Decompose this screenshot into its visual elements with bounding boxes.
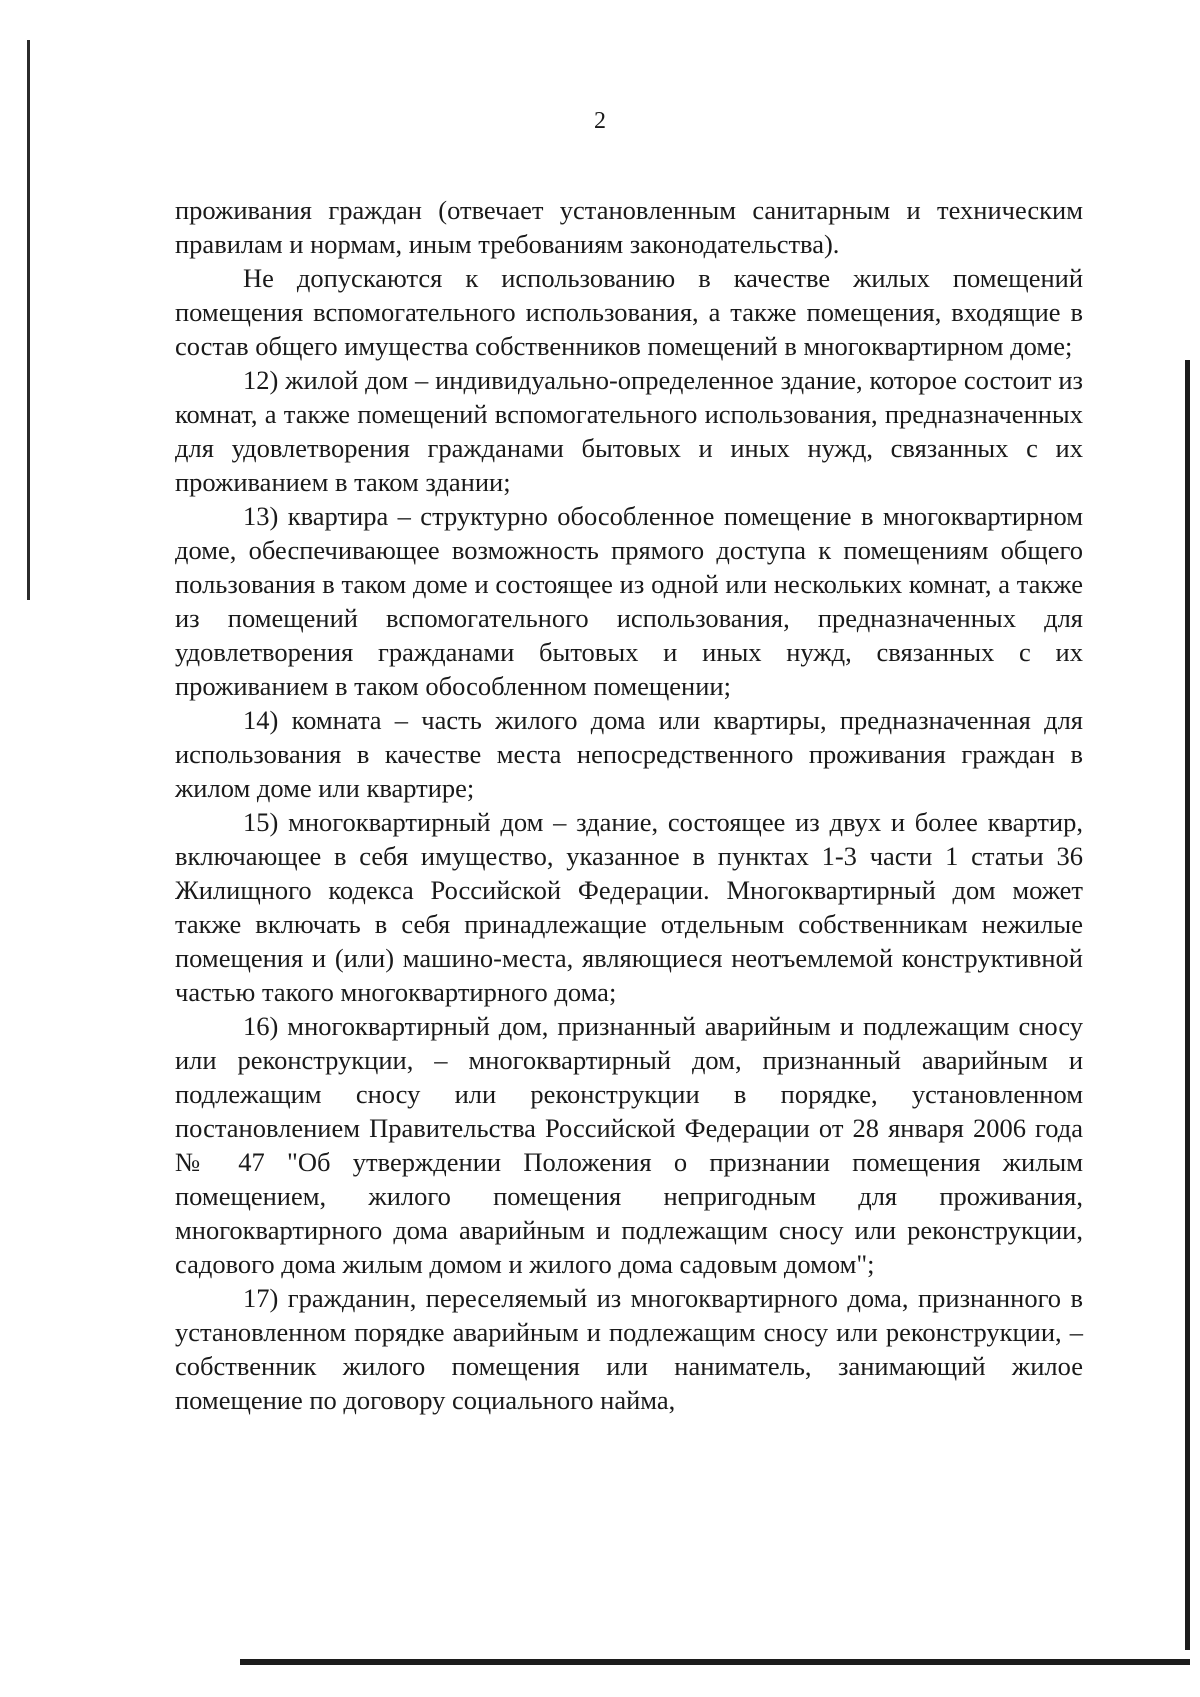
paragraph-item-13: 13) квартира – структурно обособленное помещение в многоквартирном доме, обеспечивающее возможность прямого доступа к помещениям общего пользования в таком доме и состоящее из одной или нескольких комнат, а также из помещений вспомогательного использования, предназначенных для удовлетворения гражданами бытовых и иных нужд, связанных с их проживанием в таком обособленном помещении; bbox=[175, 501, 1083, 701]
paragraph-continuation: проживания граждан (отвечает установленным санитарным и техническим правилам и нормам, иным требованиям законодательства). bbox=[175, 195, 1083, 259]
paragraph-item-12: 12) жилой дом – индивидуально-определенное здание, которое состоит из комнат, а также помещений вспомогательного использования, предназначенных для удовлетворения гражданами бытовых и иных нужд, связанных с их проживанием в таком здании; bbox=[175, 365, 1083, 497]
paragraph-item-16: 16) многоквартирный дом, признанный аварийным и подлежащим сносу или реконструкции, – многоквартирный дом, признанный аварийным и подлежащим сносу или реконструкции в порядке, установленном постановлением Правительства Российской Федерации от 28 января 2006 года № 47 "Об утверждении Положения о признании помещения жилым помещением, жилого помещения непригодным для проживания, многоквартирного дома аварийным и подлежащим сносу или реконструкции, садового дома жилым домом и жилого дома садовым домом"; bbox=[175, 1011, 1083, 1279]
scan-edge-bottom bbox=[240, 1659, 1190, 1665]
paragraph-auxiliary-premises: Не допускаются к использованию в качестве жилых помещений помещения вспомогательного использования, а также помещения, входящие в состав общего имущества собственников помещений в многоквартирном доме; bbox=[175, 263, 1083, 361]
paragraph-item-15: 15) многоквартирный дом – здание, состоящее из двух и более квартир, включающее в себя имущество, указанное в пунктах 1-3 части 1 статьи 36 Жилищного кодекса Российской Федерации. Многоквартирный дом может также включать в себя принадлежащие отдельным собственникам нежилые помещения и (или) машино-места, являющиеся неотъемлемой конструктивной частью такого многоквартирного дома; bbox=[175, 807, 1083, 1007]
paragraph-item-17: 17) гражданин, переселяемый из многоквартирного дома, признанного в установленном порядке аварийным и подлежащим сносу или реконструкции, – собственник жилого помещения или наниматель, занимающий жилое помещение по договору социального найма, bbox=[175, 1283, 1083, 1415]
paragraph-item-14: 14) комната – часть жилого дома или квартиры, предназначенная для использования в качестве места непосредственного проживания граждан в жилом доме или квартире; bbox=[175, 705, 1083, 803]
document-body bbox=[175, 193, 1083, 1417]
page-number: 2 bbox=[594, 108, 606, 134]
scan-edge-right bbox=[1185, 360, 1190, 1650]
